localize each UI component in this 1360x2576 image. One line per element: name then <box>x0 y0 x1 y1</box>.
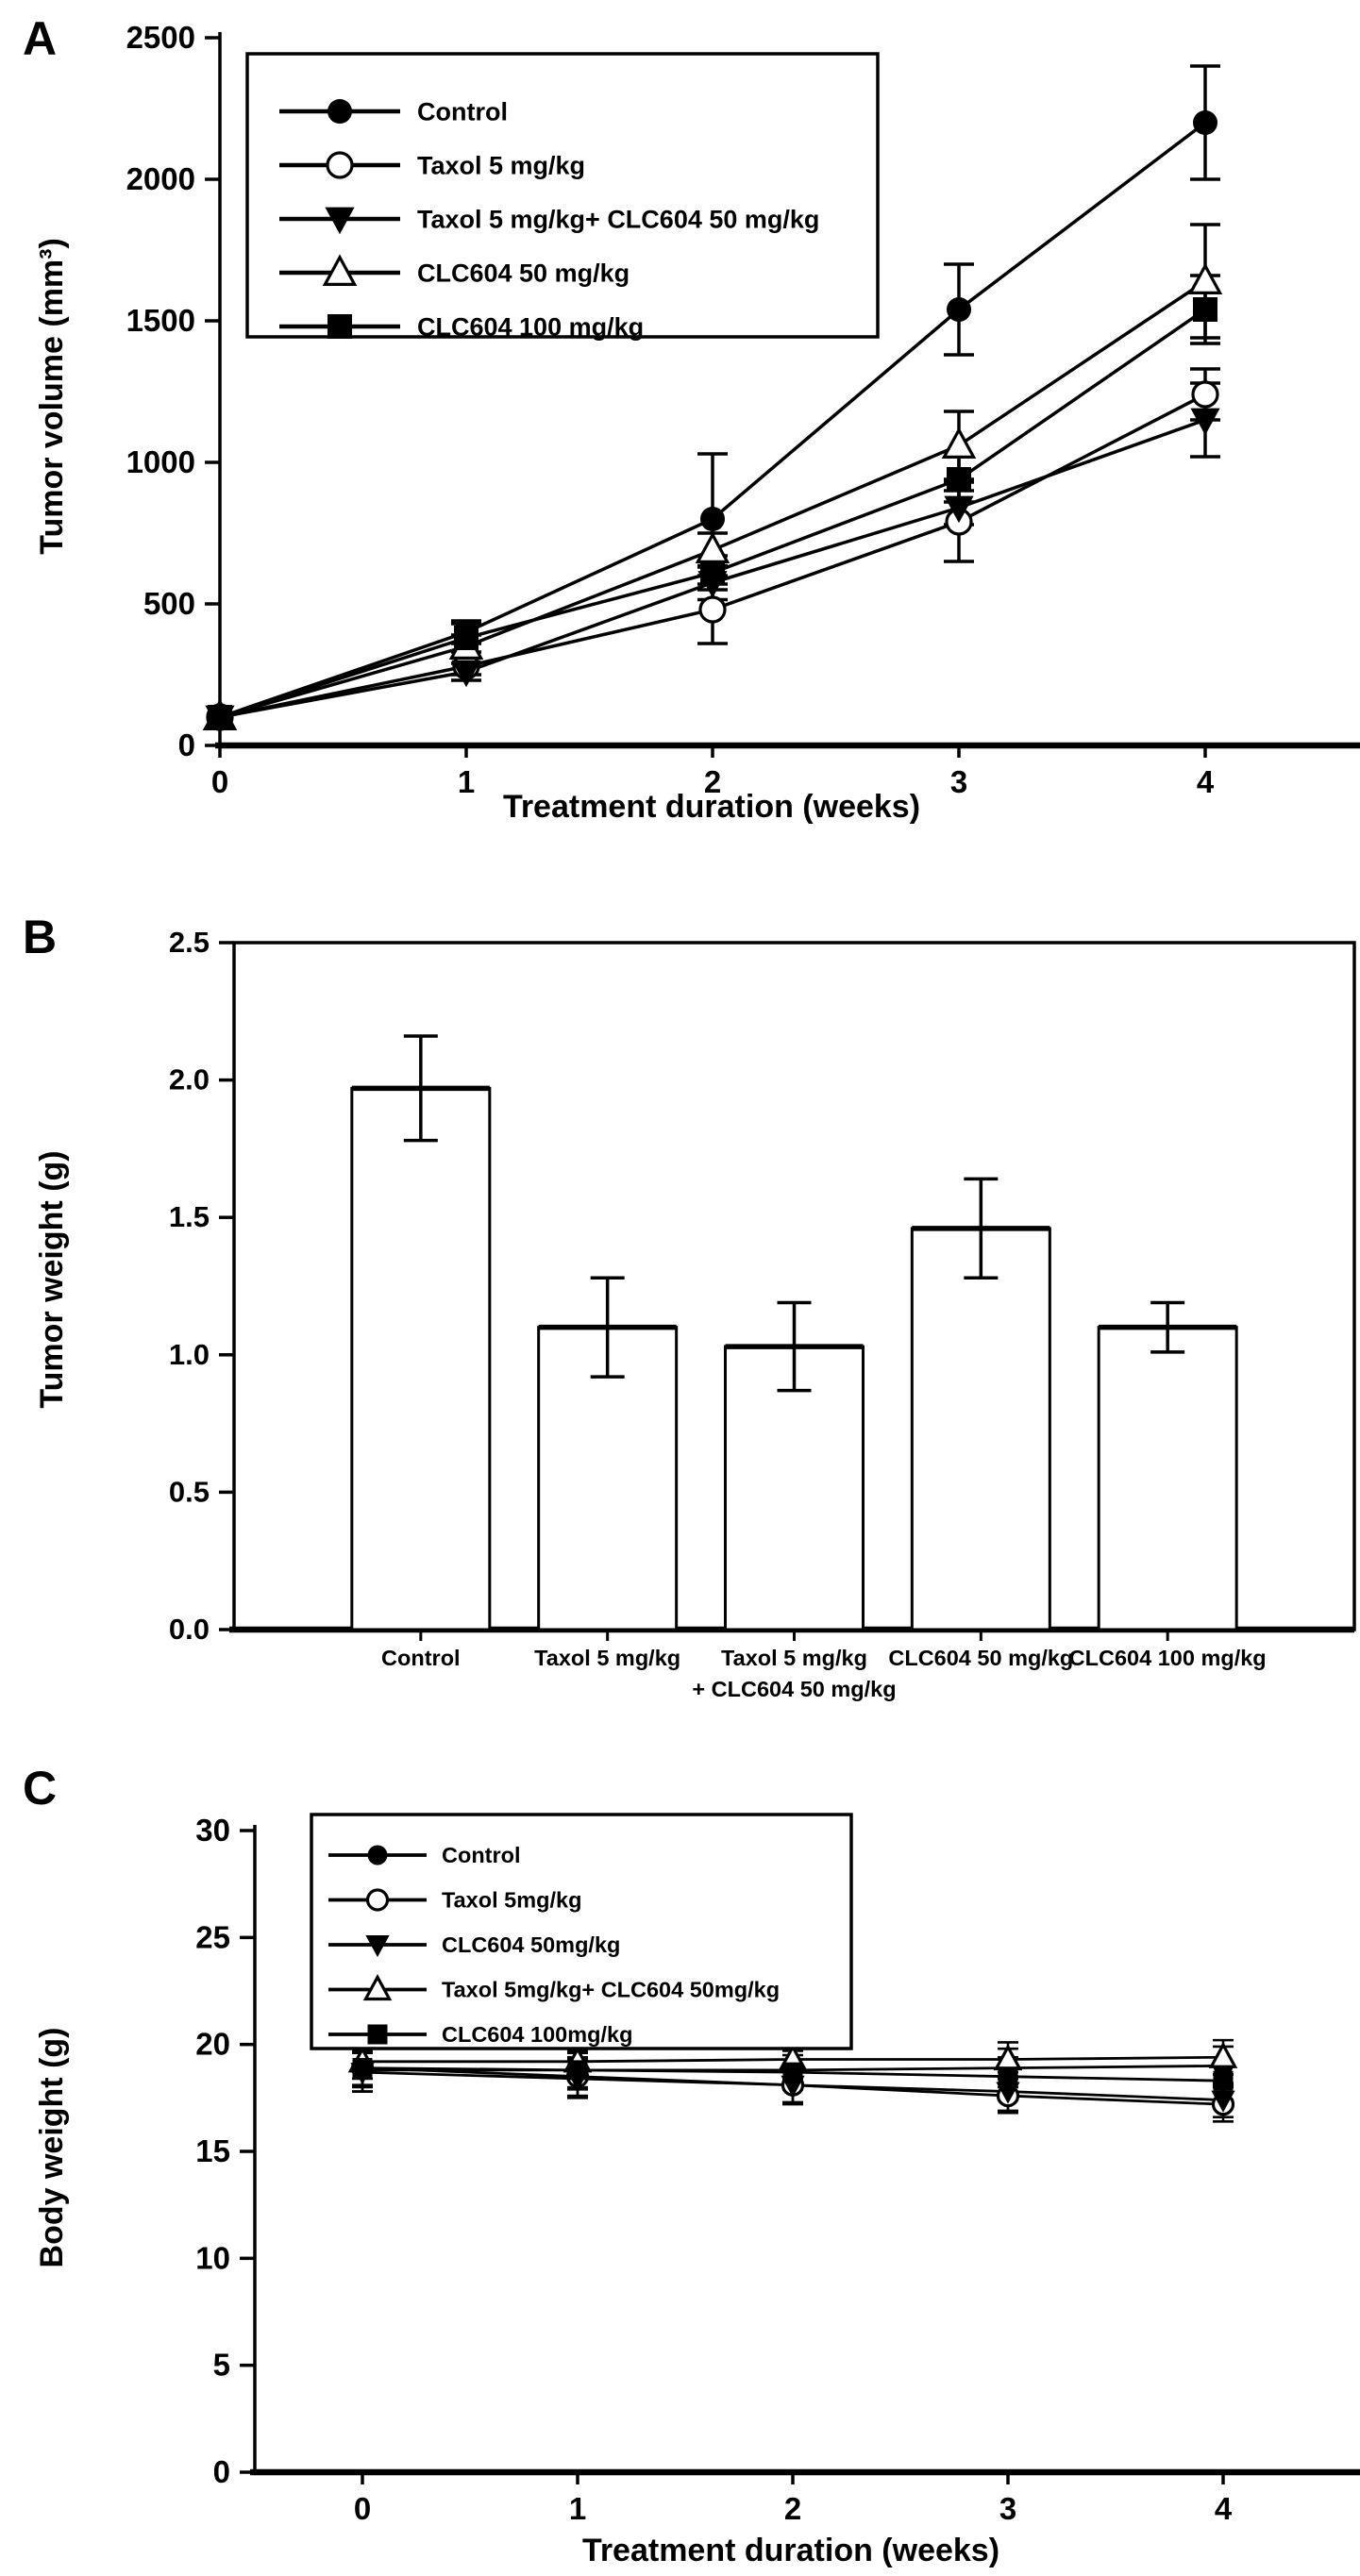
taxol-5-mg-kg-marker <box>1193 382 1217 407</box>
y-tick-label: 1500 <box>126 303 195 338</box>
control-marker <box>1193 110 1217 135</box>
panel-a-letter: A <box>23 12 58 65</box>
y-tick-label: 1.5 <box>168 1200 210 1234</box>
panel-c-letter: C <box>23 1762 58 1815</box>
panel-a-y-axis-title: Tumor volume (mm³) <box>34 238 70 555</box>
category-label: + CLC604 50 mg/kg <box>692 1677 897 1701</box>
legend-control-marker <box>368 1846 388 1865</box>
category-label: Taxol 5 mg/kg <box>534 1646 681 1670</box>
clc604-50-mg-kg-marker <box>1190 266 1219 293</box>
x-tick-label: 2 <box>703 764 722 799</box>
panel-a-x-axis-title: Treatment duration (weeks) <box>502 789 921 825</box>
panel-b-bars <box>352 1036 1236 1630</box>
x-tick-label: 3 <box>949 764 968 799</box>
clc604-50-mg-kg-marker <box>697 535 727 562</box>
panel-c <box>0 1708 1360 2576</box>
y-tick-label: 2500 <box>126 20 195 55</box>
y-tick-label: 5 <box>212 2347 230 2383</box>
legend-box <box>311 1815 851 2049</box>
panel-b-letter: B <box>23 911 58 963</box>
clc604-100-mg-kg-marker <box>700 560 725 585</box>
control-marker <box>700 507 725 531</box>
taxol-5-mg-kg-marker <box>700 597 725 622</box>
y-tick-label: 2000 <box>126 161 195 196</box>
legend-label: CLC604 100mg/kg <box>442 2022 633 2048</box>
category-label: Control <box>381 1646 461 1670</box>
x-tick-label: 3 <box>999 2491 1017 2526</box>
y-tick-label: 20 <box>195 2026 230 2062</box>
legend-label: Control <box>442 1843 521 1868</box>
y-tick-label: 15 <box>195 2133 230 2168</box>
y-tick-label: 30 <box>195 1813 230 1848</box>
bar-control <box>352 1088 490 1630</box>
legend-control-marker <box>327 99 352 124</box>
legend-label: Taxol 5mg/kg <box>442 1887 582 1913</box>
y-tick-label: 2.5 <box>168 926 210 959</box>
legend-label: Taxol 5 mg/kg+ CLC604 50 mg/kg <box>417 205 820 234</box>
y-tick-label: 0 <box>212 2454 230 2489</box>
panel-a-legend <box>247 54 878 341</box>
legend-box <box>247 54 878 337</box>
legend-label: Control <box>417 97 508 126</box>
y-tick-label: 0 <box>177 728 195 762</box>
x-tick-label: 1 <box>457 764 476 799</box>
x-tick-label: 4 <box>1214 2491 1233 2526</box>
y-tick-label: 2.0 <box>168 1062 210 1096</box>
clc604-100-mg-kg-marker <box>947 467 971 492</box>
clc604-100mg-kg-marker <box>783 2063 803 2083</box>
x-tick-label: 0 <box>210 764 229 799</box>
legend-taxol-5mg-kg-marker <box>368 1890 388 1910</box>
legend-clc604-100-mg-kg-marker <box>327 314 352 339</box>
legend-label: CLC604 50mg/kg <box>442 1932 621 1958</box>
panel-b-y-axis-title: Tumor weight (g) <box>34 1150 70 1409</box>
panel-c-series <box>350 2040 1234 2121</box>
control-marker <box>947 297 971 322</box>
clc604-100mg-kg-marker <box>1214 2071 1234 2091</box>
panel-c-y-axis-title: Body weight (g) <box>34 2027 70 2268</box>
legend-label: Taxol 5 mg/kg <box>417 151 586 180</box>
clc604-100-mg-kg-marker <box>1193 297 1217 322</box>
clc604-100mg-kg-marker <box>999 2066 1018 2086</box>
y-tick-label: 0.5 <box>168 1475 210 1509</box>
taxol-5mg-kg-clc604-50mg-kg-marker <box>1211 2045 1234 2066</box>
panel-c-legend <box>311 1815 851 2049</box>
bar-clc604-100-mg-kg <box>1099 1328 1236 1630</box>
y-tick-label: 1.0 <box>168 1337 210 1371</box>
category-label: CLC604 50 mg/kg <box>888 1646 1074 1670</box>
x-tick-label: 1 <box>568 2491 587 2526</box>
category-label: CLC604 100 mg/kg <box>1068 1646 1267 1670</box>
clc604-100-mg-kg-marker <box>454 626 479 650</box>
panel-c-x-axis-title: Treatment duration (weeks) <box>581 2533 1000 2568</box>
y-tick-label: 10 <box>195 2240 230 2276</box>
x-tick-label: 0 <box>353 2491 372 2526</box>
y-tick-label: 500 <box>143 586 195 621</box>
x-tick-label: 4 <box>1196 764 1215 799</box>
legend-label: CLC604 50 mg/kg <box>417 259 630 288</box>
panel-b <box>0 859 1360 1708</box>
legend-taxol-5-mg-kg-marker <box>327 153 352 177</box>
x-tick-label: 2 <box>783 2491 802 2526</box>
legend-label: Taxol 5mg/kg+ CLC604 50mg/kg <box>442 1977 781 2002</box>
clc604-100mg-kg-marker <box>568 2060 588 2080</box>
category-label: Taxol 5 mg/kg <box>721 1646 867 1670</box>
taxol-5-mg-kg-clc604-50-mg-kg-marker <box>1190 409 1219 436</box>
clc604-100mg-kg-marker <box>353 2058 373 2078</box>
y-tick-label: 25 <box>195 1919 230 1955</box>
clc604-100-mg-kg-marker <box>208 705 232 729</box>
y-tick-label: 0.0 <box>168 1613 210 1646</box>
y-tick-label: 1000 <box>126 444 195 479</box>
panel-a <box>0 0 1360 859</box>
clc604-50-mg-kg-marker <box>944 430 973 458</box>
legend-label: CLC604 100 mg/kg <box>417 312 645 342</box>
bar-clc604-50-mg-kg <box>912 1229 1049 1630</box>
legend-clc604-100mg-kg-marker <box>368 2025 388 2045</box>
